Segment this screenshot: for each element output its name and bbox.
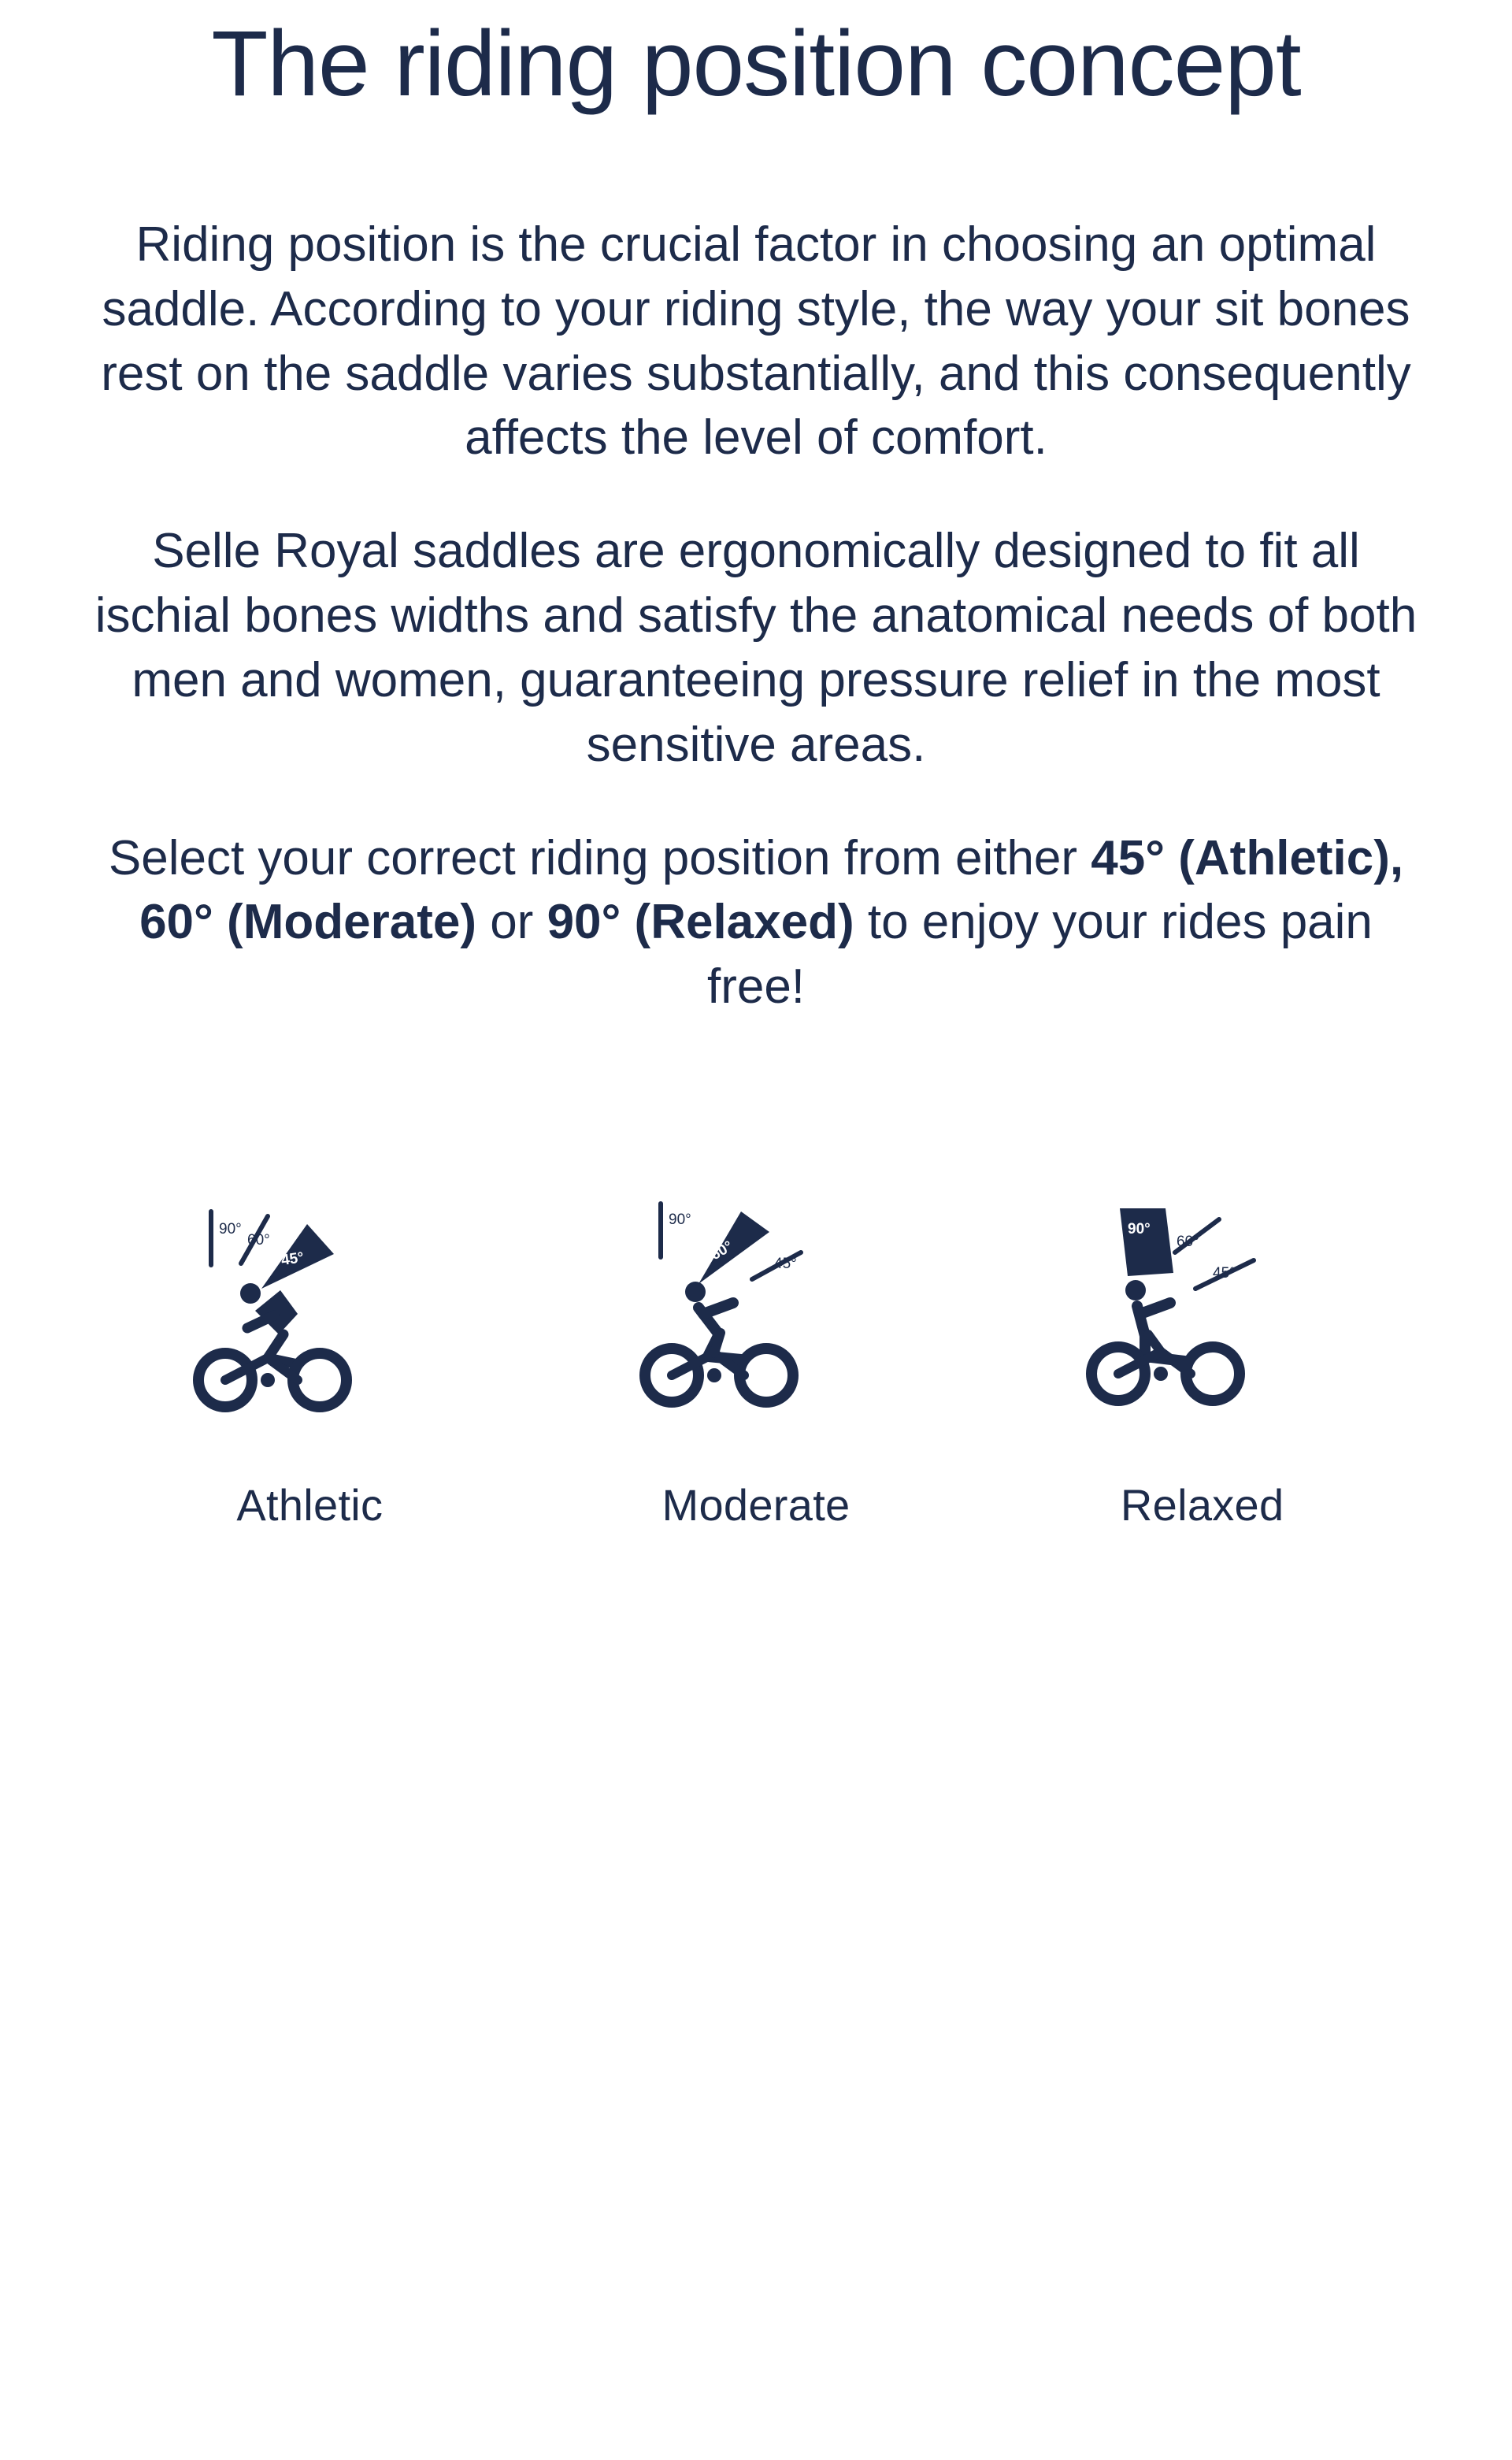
paragraph-intro bbox=[87, 213, 1425, 470]
riding-position-option-athletic[interactable] bbox=[87, 1196, 533, 1531]
page-title: The riding position concept bbox=[211, 12, 1301, 116]
riding-position-label-athletic: Athletic bbox=[236, 1480, 384, 1531]
cyclist-athletic-icon bbox=[180, 1196, 439, 1456]
cyclist-moderate-icon bbox=[626, 1188, 886, 1448]
svg-text:45°: 45° bbox=[774, 1256, 797, 1273]
paragraph-intro-text: Riding position is the crucial factor in choosing an optimal saddle. According to your riding style, the way your sit bones rest on the saddle varies substantially, and this consequently affects the level of comfort. bbox=[101, 217, 1411, 466]
riding-position-option-relaxed[interactable] bbox=[979, 1185, 1425, 1531]
riding-position-label-relaxed: Relaxed bbox=[1120, 1480, 1284, 1531]
svg-text:90°: 90° bbox=[669, 1211, 691, 1229]
svg-text:45°: 45° bbox=[1212, 1265, 1236, 1282]
svg-text:90°: 90° bbox=[219, 1221, 243, 1238]
body-copy bbox=[87, 213, 1425, 1019]
paragraph-ergonomics-text: Selle Royal saddles are ergonomically designed to fit all ischial bones widths and satisfy the anatomical needs of both men and women, guaranteeing pressure relief in the most sensitive areas. bbox=[94, 524, 1418, 772]
riding-position-option-moderate[interactable] bbox=[533, 1188, 980, 1531]
paragraph-ergonomics bbox=[87, 519, 1425, 777]
riding-position-options bbox=[87, 1185, 1425, 1578]
svg-text:60°: 60° bbox=[1176, 1234, 1199, 1251]
selection-text-tail: to enjoy your rides pain free! bbox=[706, 895, 1373, 1015]
selection-text-lead: Select your correct riding position from either bbox=[108, 830, 1091, 885]
paragraph-selection bbox=[87, 826, 1425, 1019]
selection-text-or: or bbox=[476, 895, 547, 950]
svg-text:90°: 90° bbox=[1127, 1221, 1151, 1238]
svg-text:45°: 45° bbox=[280, 1249, 306, 1270]
svg-text:60°: 60° bbox=[247, 1232, 271, 1249]
selection-angles-athletic-moderate: 45° (Athletic), 60° (Moderate) bbox=[139, 830, 1404, 950]
riding-position-label-moderate: Moderate bbox=[662, 1480, 850, 1531]
svg-text:60°: 60° bbox=[708, 1237, 736, 1264]
selection-angles-relaxed: 90° (Relaxed) bbox=[547, 895, 854, 950]
cyclist-relaxed-icon bbox=[1073, 1185, 1332, 1445]
